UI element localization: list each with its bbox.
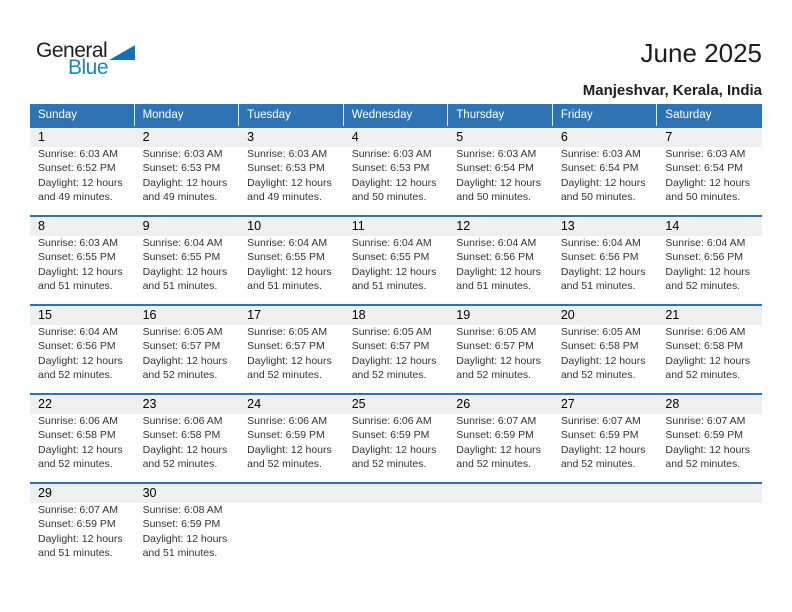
- day-daylight-line1: Daylight: 12 hours: [247, 354, 332, 367]
- day-sunrise: Sunrise: 6:03 AM: [665, 148, 746, 160]
- day-cell: [657, 306, 762, 393]
- day-sunrise: Sunrise: 6:03 AM: [38, 148, 118, 160]
- day-daylight-line1: Daylight: 12 hours: [142, 532, 228, 545]
- day-daylight-line2: and 49 minutes.: [38, 191, 113, 204]
- day-daylight-line2: and 51 minutes.: [456, 280, 531, 293]
- day-number: 7: [657, 128, 762, 147]
- day-sunset: Sunset: 6:59 PM: [456, 429, 534, 442]
- day-cell: [30, 395, 135, 482]
- day-sunrise: Sunrise: 6:05 AM: [351, 326, 432, 338]
- empty-cell: [657, 484, 762, 571]
- day-daylight-line1: Daylight: 12 hours: [351, 265, 437, 278]
- day-daylight-line2: and 51 minutes.: [38, 547, 113, 560]
- day-cell: [239, 306, 344, 393]
- day-number: 13: [553, 217, 658, 236]
- day-sunset: Sunset: 6:59 PM: [351, 429, 430, 442]
- day-sunset: Sunset: 6:58 PM: [665, 340, 744, 353]
- day-sunrise: Sunrise: 6:03 AM: [142, 148, 223, 160]
- location-subtitle: Manjeshvar, Kerala, India: [582, 82, 762, 99]
- day-daylight-line1: Daylight: 12 hours: [351, 176, 437, 189]
- day-daylight-line2: and 52 minutes.: [38, 369, 113, 382]
- day-sunrise: Sunrise: 6:03 AM: [38, 237, 118, 249]
- logo-triangle-icon: [109, 45, 135, 60]
- day-daylight-line1: Daylight: 12 hours: [38, 532, 123, 545]
- day-sunrise: Sunrise: 6:07 AM: [665, 415, 746, 427]
- day-daylight-line2: and 52 minutes.: [351, 458, 427, 471]
- day-sunrise: Sunrise: 6:04 AM: [456, 237, 537, 249]
- day-sunset: Sunset: 6:55 PM: [351, 251, 430, 264]
- day-cell: [553, 128, 658, 215]
- day-cell: [239, 395, 344, 482]
- day-daylight-line1: Daylight: 12 hours: [38, 354, 123, 367]
- day-header-tuesday: Tuesday: [239, 104, 344, 126]
- day-cell: [657, 217, 762, 304]
- day-daylight-line2: and 50 minutes.: [560, 191, 636, 204]
- day-sunset: Sunset: 6:54 PM: [456, 162, 534, 175]
- day-sunset: Sunset: 6:56 PM: [665, 251, 744, 264]
- day-number: 18: [344, 306, 449, 325]
- day-daylight-line1: Daylight: 12 hours: [665, 354, 751, 367]
- day-cell: [344, 128, 449, 215]
- day-number: 11: [344, 217, 449, 236]
- day-sunset: Sunset: 6:57 PM: [351, 340, 430, 353]
- day-daylight-line1: Daylight: 12 hours: [38, 176, 123, 189]
- day-sunset: Sunset: 6:56 PM: [38, 340, 116, 353]
- day-sunrise: Sunrise: 6:05 AM: [560, 326, 641, 338]
- day-cell: [553, 306, 658, 393]
- day-sunset: Sunset: 6:58 PM: [560, 340, 639, 353]
- day-daylight-line1: Daylight: 12 hours: [247, 176, 332, 189]
- day-daylight-line1: Daylight: 12 hours: [665, 443, 751, 456]
- day-sunrise: Sunrise: 6:08 AM: [142, 504, 223, 516]
- empty-cell: [448, 484, 553, 571]
- day-sunrise: Sunrise: 6:04 AM: [247, 237, 328, 249]
- day-daylight-line2: and 52 minutes.: [665, 280, 741, 293]
- day-sunrise: Sunrise: 6:07 AM: [38, 504, 118, 516]
- day-daylight-line2: and 52 minutes.: [456, 458, 531, 471]
- day-daylight-line1: Daylight: 12 hours: [456, 443, 541, 456]
- day-number: 22: [30, 395, 135, 414]
- week-row: [30, 126, 762, 215]
- day-sunset: Sunset: 6:56 PM: [560, 251, 639, 264]
- day-number: 28: [657, 395, 762, 414]
- day-sunrise: Sunrise: 6:06 AM: [142, 415, 223, 427]
- day-cell: [553, 217, 658, 304]
- day-daylight-line1: Daylight: 12 hours: [142, 176, 228, 189]
- day-header-sunday: Sunday: [30, 104, 135, 126]
- day-sunset: Sunset: 6:59 PM: [38, 518, 116, 531]
- day-daylight-line2: and 51 minutes.: [351, 280, 427, 293]
- day-daylight-line2: and 52 minutes.: [560, 369, 636, 382]
- day-cell: [448, 395, 553, 482]
- day-number: 4: [344, 128, 449, 147]
- week-row: [30, 304, 762, 393]
- day-daylight-line1: Daylight: 12 hours: [456, 354, 541, 367]
- day-daylight-line2: and 51 minutes.: [560, 280, 636, 293]
- empty-cell: [344, 484, 449, 571]
- day-daylight-line2: and 52 minutes.: [351, 369, 427, 382]
- day-sunrise: Sunrise: 6:07 AM: [456, 415, 537, 427]
- day-cell: [344, 306, 449, 393]
- day-number: 27: [553, 395, 658, 414]
- day-cell: [239, 217, 344, 304]
- day-cell: [135, 484, 240, 571]
- day-number: [344, 484, 449, 503]
- day-number: 2: [135, 128, 240, 147]
- day-sunrise: Sunrise: 6:03 AM: [456, 148, 537, 160]
- day-number: 25: [344, 395, 449, 414]
- day-sunrise: Sunrise: 6:04 AM: [38, 326, 118, 338]
- day-daylight-line1: Daylight: 12 hours: [665, 176, 751, 189]
- day-sunrise: Sunrise: 6:06 AM: [665, 326, 746, 338]
- day-number: 19: [448, 306, 553, 325]
- day-sunrise: Sunrise: 6:06 AM: [38, 415, 118, 427]
- empty-cell: [553, 484, 658, 571]
- day-daylight-line2: and 52 minutes.: [560, 458, 636, 471]
- day-daylight-line1: Daylight: 12 hours: [560, 176, 646, 189]
- day-number: 3: [239, 128, 344, 147]
- day-daylight-line2: and 52 minutes.: [142, 458, 218, 471]
- day-number: [239, 484, 344, 503]
- day-sunset: Sunset: 6:59 PM: [665, 429, 744, 442]
- day-daylight-line1: Daylight: 12 hours: [142, 265, 228, 278]
- day-cell: [553, 395, 658, 482]
- calendar-body: [30, 126, 762, 571]
- week-row: [30, 482, 762, 571]
- day-sunrise: Sunrise: 6:03 AM: [560, 148, 641, 160]
- day-sunset: Sunset: 6:59 PM: [560, 429, 639, 442]
- day-sunrise: Sunrise: 6:03 AM: [247, 148, 328, 160]
- day-number: 20: [553, 306, 658, 325]
- day-sunset: Sunset: 6:54 PM: [665, 162, 744, 175]
- day-daylight-line2: and 52 minutes.: [665, 458, 741, 471]
- day-cell: [135, 217, 240, 304]
- day-daylight-line1: Daylight: 12 hours: [247, 443, 332, 456]
- day-cell: [135, 128, 240, 215]
- general-blue-logo: [36, 40, 135, 78]
- day-sunset: Sunset: 6:59 PM: [247, 429, 325, 442]
- day-number: 8: [30, 217, 135, 236]
- day-daylight-line1: Daylight: 12 hours: [142, 443, 228, 456]
- day-sunrise: Sunrise: 6:06 AM: [351, 415, 432, 427]
- day-daylight-line1: Daylight: 12 hours: [38, 443, 123, 456]
- day-sunrise: Sunrise: 6:05 AM: [142, 326, 223, 338]
- day-cell: [344, 395, 449, 482]
- day-daylight-line2: and 52 minutes.: [247, 369, 322, 382]
- day-sunset: Sunset: 6:58 PM: [142, 429, 221, 442]
- day-number: 10: [239, 217, 344, 236]
- day-daylight-line2: and 51 minutes.: [142, 280, 218, 293]
- day-daylight-line1: Daylight: 12 hours: [351, 443, 437, 456]
- day-sunset: Sunset: 6:54 PM: [560, 162, 639, 175]
- day-sunset: Sunset: 6:59 PM: [142, 518, 221, 531]
- day-number: 17: [239, 306, 344, 325]
- day-cell: [239, 128, 344, 215]
- day-sunrise: Sunrise: 6:03 AM: [351, 148, 432, 160]
- day-header-friday: Friday: [553, 104, 658, 126]
- day-number: 29: [30, 484, 135, 503]
- day-number: [657, 484, 762, 503]
- day-cell: [135, 306, 240, 393]
- day-daylight-line2: and 52 minutes.: [142, 369, 218, 382]
- day-daylight-line2: and 51 minutes.: [142, 547, 218, 560]
- day-daylight-line2: and 49 minutes.: [142, 191, 218, 204]
- weekday-header-row: [30, 104, 762, 126]
- day-sunrise: Sunrise: 6:07 AM: [560, 415, 641, 427]
- day-daylight-line2: and 49 minutes.: [247, 191, 322, 204]
- day-sunset: Sunset: 6:52 PM: [38, 162, 116, 175]
- day-number: 9: [135, 217, 240, 236]
- day-number: 26: [448, 395, 553, 414]
- day-sunset: Sunset: 6:55 PM: [38, 251, 116, 264]
- logo-text-blue: Blue: [68, 56, 109, 79]
- day-sunrise: Sunrise: 6:04 AM: [560, 237, 641, 249]
- day-header-thursday: Thursday: [448, 104, 553, 126]
- day-daylight-line1: Daylight: 12 hours: [456, 265, 541, 278]
- day-cell: [448, 217, 553, 304]
- day-number: 30: [135, 484, 240, 503]
- day-daylight-line2: and 52 minutes.: [38, 458, 113, 471]
- day-daylight-line1: Daylight: 12 hours: [142, 354, 228, 367]
- day-sunset: Sunset: 6:53 PM: [351, 162, 430, 175]
- day-sunrise: Sunrise: 6:06 AM: [247, 415, 328, 427]
- day-daylight-line1: Daylight: 12 hours: [560, 354, 646, 367]
- day-sunrise: Sunrise: 6:04 AM: [351, 237, 432, 249]
- day-cell: [344, 217, 449, 304]
- day-daylight-line1: Daylight: 12 hours: [560, 265, 646, 278]
- day-sunrise: Sunrise: 6:05 AM: [247, 326, 328, 338]
- day-sunset: Sunset: 6:58 PM: [38, 429, 116, 442]
- week-row: [30, 393, 762, 482]
- day-number: 23: [135, 395, 240, 414]
- day-number: 14: [657, 217, 762, 236]
- day-daylight-line2: and 52 minutes.: [665, 369, 741, 382]
- day-cell: [657, 395, 762, 482]
- page-title: June 2025: [640, 38, 762, 68]
- day-header-monday: Monday: [135, 104, 240, 126]
- day-sunrise: Sunrise: 6:04 AM: [142, 237, 223, 249]
- day-daylight-line2: and 51 minutes.: [247, 280, 322, 293]
- day-sunset: Sunset: 6:57 PM: [142, 340, 221, 353]
- logo-text-general: General: [36, 39, 108, 62]
- day-number: 12: [448, 217, 553, 236]
- day-header-saturday: Saturday: [665, 109, 712, 121]
- day-sunset: Sunset: 6:56 PM: [456, 251, 534, 264]
- day-daylight-line2: and 50 minutes.: [665, 191, 741, 204]
- day-number: [448, 484, 553, 503]
- day-cell: [135, 395, 240, 482]
- day-number: 6: [553, 128, 658, 147]
- day-daylight-line2: and 52 minutes.: [456, 369, 531, 382]
- day-number: 5: [448, 128, 553, 147]
- day-daylight-line2: and 50 minutes.: [456, 191, 531, 204]
- day-sunset: Sunset: 6:55 PM: [142, 251, 221, 264]
- day-number: 1: [30, 128, 135, 147]
- day-sunset: Sunset: 6:57 PM: [247, 340, 325, 353]
- calendar-table: [30, 104, 762, 571]
- day-daylight-line2: and 51 minutes.: [38, 280, 113, 293]
- day-daylight-line1: Daylight: 12 hours: [456, 176, 541, 189]
- day-cell: [448, 306, 553, 393]
- title-block: [583, 38, 762, 99]
- day-sunset: Sunset: 6:57 PM: [456, 340, 534, 353]
- day-cell: [30, 217, 135, 304]
- day-daylight-line1: Daylight: 12 hours: [665, 265, 751, 278]
- day-number: 24: [239, 395, 344, 414]
- day-daylight-line1: Daylight: 12 hours: [560, 443, 646, 456]
- day-number: 15: [30, 306, 135, 325]
- day-daylight-line1: Daylight: 12 hours: [351, 354, 437, 367]
- day-daylight-line1: Daylight: 12 hours: [247, 265, 332, 278]
- day-number: [553, 484, 658, 503]
- day-cell: [30, 484, 135, 571]
- day-daylight-line2: and 50 minutes.: [351, 191, 427, 204]
- empty-cell: [239, 484, 344, 571]
- day-sunset: Sunset: 6:53 PM: [247, 162, 325, 175]
- day-cell: [30, 128, 135, 215]
- day-daylight-line2: and 52 minutes.: [247, 458, 322, 471]
- day-cell: [30, 306, 135, 393]
- day-number: 21: [657, 306, 762, 325]
- week-row: [30, 215, 762, 304]
- day-number: 16: [135, 306, 240, 325]
- day-cell: [448, 128, 553, 215]
- day-daylight-line1: Daylight: 12 hours: [38, 265, 123, 278]
- day-sunrise: Sunrise: 6:05 AM: [456, 326, 537, 338]
- day-cell: [657, 128, 762, 215]
- day-sunrise: Sunrise: 6:04 AM: [665, 237, 746, 249]
- day-sunset: Sunset: 6:53 PM: [142, 162, 221, 175]
- day-sunset: Sunset: 6:55 PM: [247, 251, 325, 264]
- day-header-wednesday: Wednesday: [344, 104, 449, 126]
